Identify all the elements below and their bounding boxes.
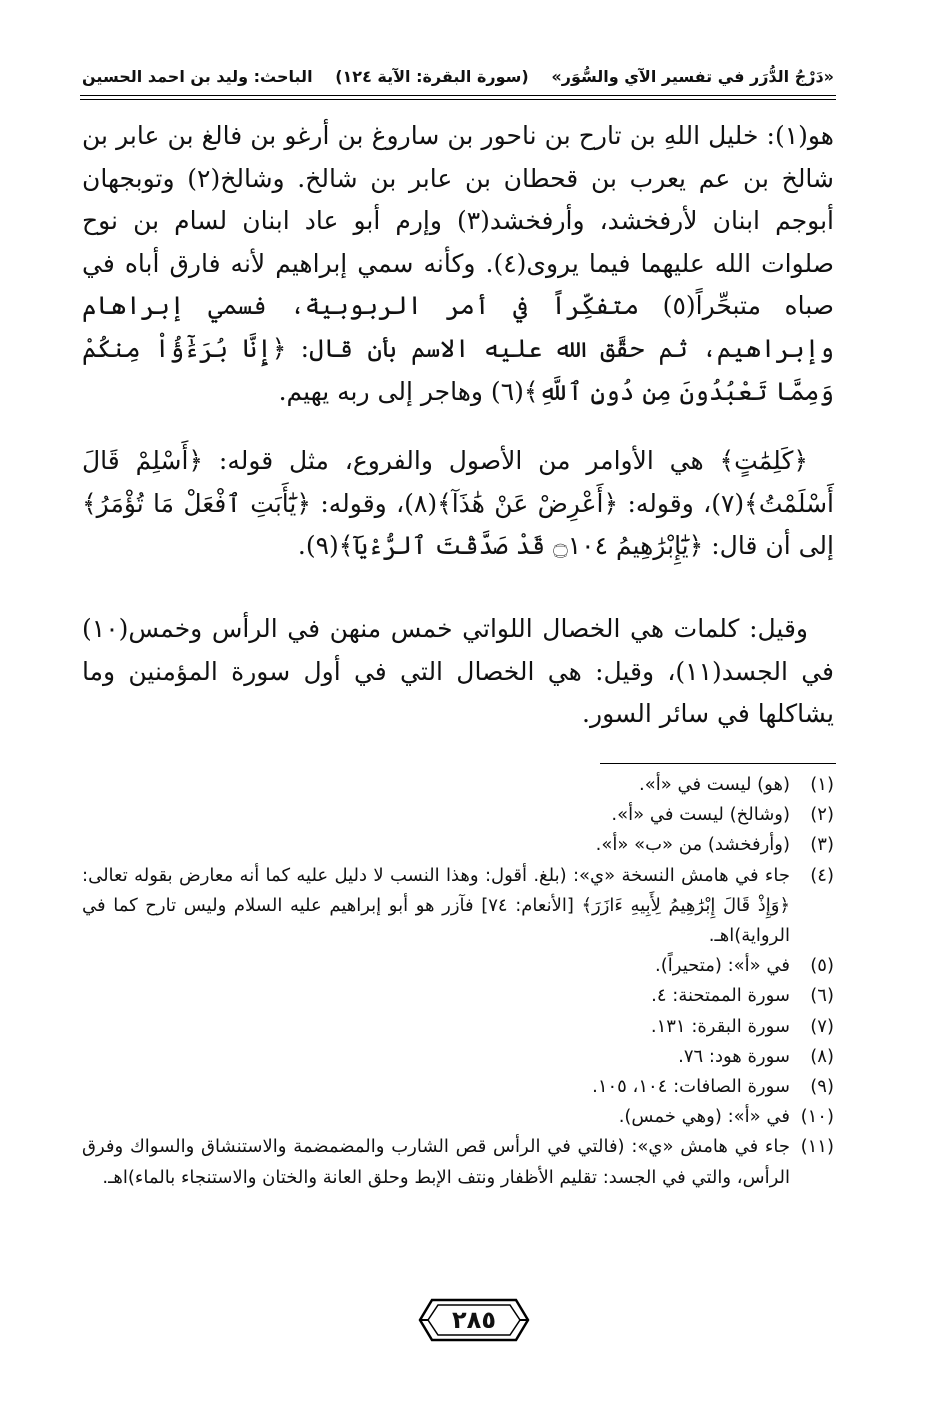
footnote bbox=[82, 1042, 834, 1072]
paragraph-lineage bbox=[82, 115, 834, 413]
paragraph-kalimat bbox=[82, 440, 834, 568]
header-divider bbox=[80, 95, 836, 96]
footnote bbox=[82, 770, 834, 800]
footnote-text: جاء في هامش «ي»: (فالتي في الرأس قص الشارب والمضمضمة والاستنشاق والسواك وفرق الرأس، والتي في الجسد: تقليم الأظفار ونتف الإبط وحلق العانة والختان والاستنجاء بالماء)اهـ. bbox=[82, 1136, 790, 1188]
footnote-number: (٧) bbox=[810, 1015, 834, 1037]
footnotes-list bbox=[82, 770, 834, 1193]
page-number: ٢٨٥ bbox=[452, 1306, 496, 1334]
footnote-text: (هو) ليست في «أ». bbox=[638, 774, 790, 795]
footnote bbox=[82, 800, 834, 830]
footnote-number: (٩) bbox=[810, 1076, 834, 1098]
footnote-number: (١٠) bbox=[800, 1106, 834, 1128]
footnote bbox=[82, 951, 834, 981]
footnote-text: في «أ»: (وهي خمس). bbox=[618, 1106, 790, 1128]
surah-reference: (سورة البقرة: الآية ١٢٤) bbox=[335, 66, 529, 86]
footnote bbox=[82, 1012, 834, 1042]
footnote-number: (٥) bbox=[810, 955, 834, 977]
researcher-name: الباحث: وليد بن احمد الحسين bbox=[82, 66, 313, 86]
book-title: «دَرْجُ الدُّرَر في تفسير الآي والسُّوَر» bbox=[551, 66, 834, 86]
footnote bbox=[82, 861, 834, 952]
footnote-number: (١) bbox=[810, 774, 834, 795]
paragraph-text: هو(١): خليل اللهِ بن تارح بن ناحور بن ساروغ بن أرغو بن فالغ بن عابر بن شالخ بن عم يعرب بن قحطان بن عابر بن شالخ. وشالخ(٢) وتوبجهان أبوجم ابنان لأرفخشد، وأرفخشد(٣) وإرم أبو عاد ابنان لسام بن نوح صلوات الله عليهما فيما يروى(٤). وكأنه سمي إبراهيم لأنه فارق أباه في صباه متبحِّراً(٥) متفكِّراً في أمر الربوبية، فسمي إبراهام وإبراهيم، ثم حقَّق الله عليه الاسم بأن قال: ﴿إِنَّا بُرَءَٰٓؤُاْ مِنكُمْ وَمِمَّا تَعْبُدُونَ مِن دُونِ ٱللَّهِ﴾(٦) وهاجر إلى ربه يهيم. bbox=[82, 121, 835, 406]
footnote-text: سورة الصافات: ١٠٤، ١٠٥. bbox=[592, 1076, 790, 1098]
footnote-text: (وشالخ) ليست في «أ». bbox=[611, 804, 790, 826]
footnote-number: (٦) bbox=[810, 985, 834, 1007]
footnote-number: (٤) bbox=[810, 864, 834, 886]
footnote-text: سورة هود: ٧٦. bbox=[678, 1045, 790, 1067]
footnote bbox=[82, 1072, 834, 1102]
footnote-text: سورة البقرة: ١٣١. bbox=[650, 1015, 790, 1037]
footnote-separator bbox=[600, 763, 836, 764]
paragraph-text: وقيل: كلمات هي الخصال اللواتي خمس منهن في الرأس وخمس(١٠) في الجسد(١١)، وقيل: هي الخصال التي في أول سورة المؤمنين وما يشاكلها في سائر السور. bbox=[82, 614, 834, 729]
paragraph-khisal bbox=[82, 608, 834, 736]
footnote-number: (٣) bbox=[810, 834, 834, 856]
footnote-number: (١١) bbox=[800, 1136, 834, 1158]
footnote bbox=[82, 830, 834, 860]
running-header bbox=[82, 58, 834, 94]
header-divider-inner bbox=[80, 99, 836, 100]
footnote-text: (وأرفخشد) من «ب» «أ». bbox=[595, 834, 790, 856]
footnote-text: في «أ»: (متحيراً). bbox=[655, 955, 790, 977]
footnote-number: (٨) bbox=[810, 1045, 834, 1067]
paragraph-text: ﴿كَلِمَٰتٍ﴾ هي الأوامر من الأصول والفروع، مثل قوله: ﴿أَسْلِمْ قَالَ أَسْلَمْتُ﴾(٧)، وقوله: ﴿أَعْرِضْ عَنْ هَٰذَآ﴾(٨)، وقوله: ﴿يَٰٓأَبَتِ ٱفْعَلْ مَا تُؤْمَرُ﴾ إلى أن قال: ﴿يَٰٓإِبْرَٰهِيمُ ۝١٠٤ قَدْ صَدَّقْتَ ٱلرُّءْيَآ﴾(٩). bbox=[82, 446, 834, 561]
page-number-badge bbox=[418, 1296, 530, 1344]
footnote bbox=[82, 981, 834, 1011]
footnote bbox=[82, 1132, 834, 1192]
footnote bbox=[82, 1102, 834, 1132]
footnote-text: سورة الممتحنة: ٤. bbox=[651, 985, 790, 1007]
footnote-number: (٢) bbox=[810, 804, 834, 826]
footnote-text: جاء في هامش النسخة «ي»: (بلغ. أقول: وهذا النسب لا دليل عليه كما أنه معارض بقوله تعالى: ﴿وَإِذْ قَالَ إِبْرَٰهِيمُ لِأَبِيهِ ءَازَرَ﴾ [الأنعام: ٧٤] فآزر هو أبو إبراهيم عليه السلام وليس تارح كما في الرواية)اهـ. bbox=[82, 864, 790, 947]
